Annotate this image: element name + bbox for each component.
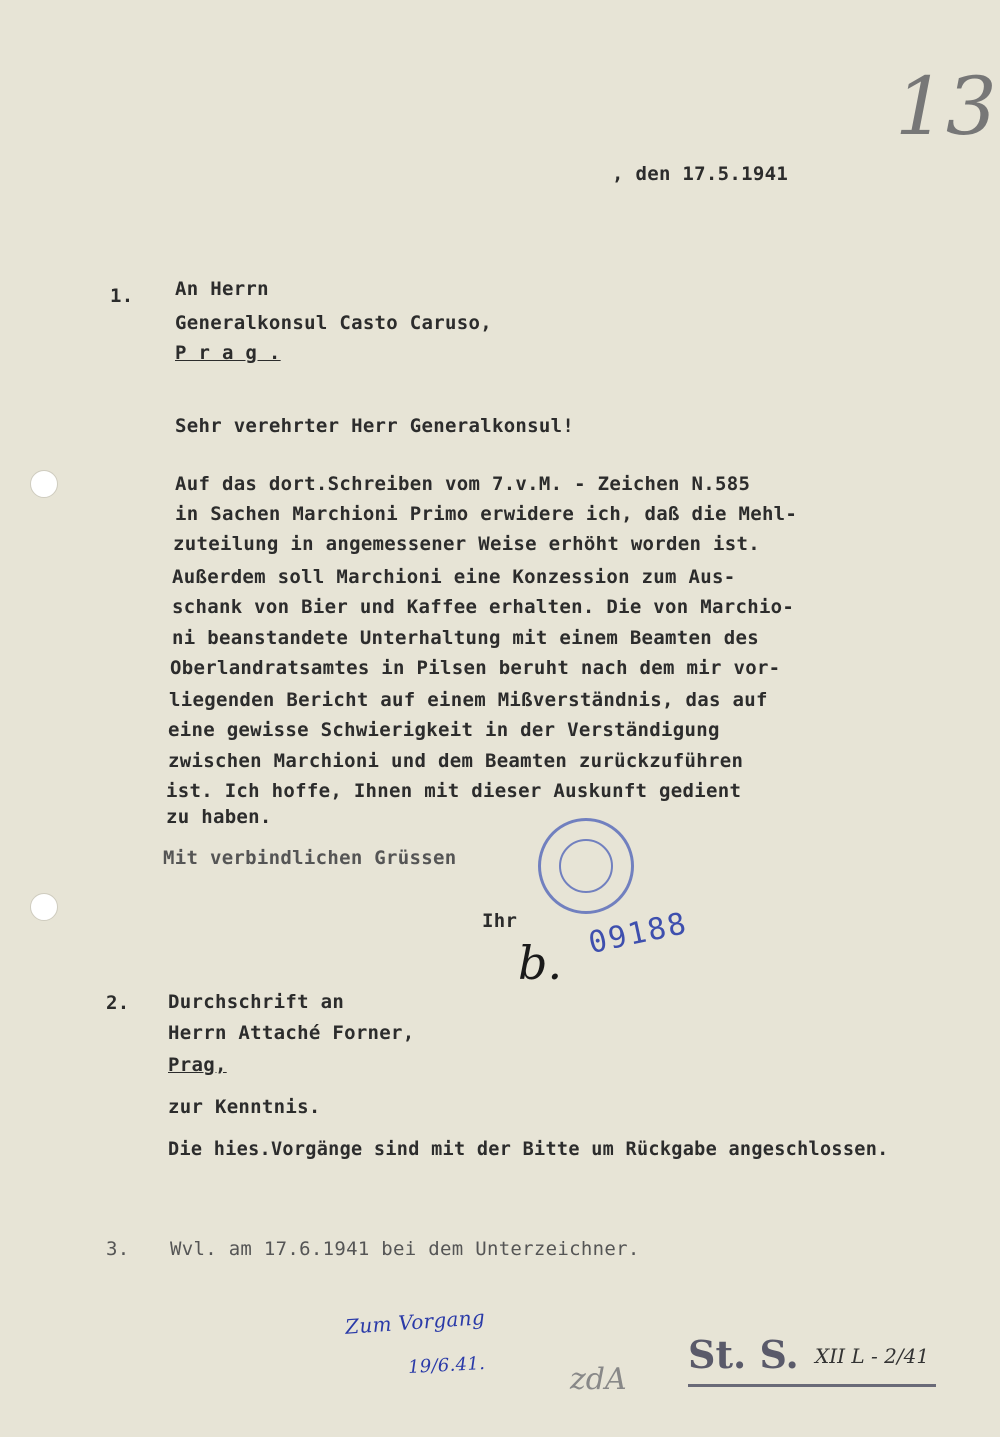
copy-line1: Durchschrift an: [168, 991, 345, 1013]
salutation: Sehr verehrter Herr Generalkonsul!: [175, 415, 575, 437]
body-line: Oberlandratsamtes in Pilsen beruht nach dem mir vor-: [170, 657, 781, 679]
body-line: zu haben.: [166, 806, 272, 828]
folio-mark: 13: [895, 60, 997, 153]
handwritten-note-line1: Zum Vorgang: [344, 1305, 486, 1339]
body-line: in Sachen Marchioni Primo erwidere ich, daß die Mehl-: [175, 503, 798, 525]
body-line: zuteilung in angemessener Weise erhöht worden ist.: [173, 533, 760, 555]
registry-stamp: St. S.: [688, 1332, 799, 1377]
body-line: liegenden Bericht auf einem Mißverständnis, das auf: [169, 689, 768, 711]
signature: b.: [518, 936, 563, 990]
copy-line5: Die hies.Vorgänge sind mit der Bitte um Rückgabe angeschlossen.: [168, 1139, 889, 1160]
registry-stamp-tail: XII L - 2/41: [815, 1344, 930, 1368]
resubmission-line: Wvl. am 17.6.1941 bei dem Unterzeichner.: [170, 1238, 640, 1260]
punch-hole: [30, 893, 58, 921]
date-line: , den 17.5.1941: [612, 163, 789, 185]
closing: Mit verbindlichen Grüssen: [163, 847, 457, 869]
copy-line4: zur Kenntnis.: [168, 1096, 321, 1118]
body-line: Auf das dort.Schreiben vom 7.v.M. - Zeichen N.585: [175, 473, 751, 495]
punch-hole: [30, 470, 58, 498]
body-line: schank von Bier und Kaffee erhalten. Die von Marchio-: [172, 596, 795, 618]
item-number-2: 2.: [106, 992, 130, 1014]
copy-line2: Herrn Attaché Forner,: [168, 1022, 415, 1044]
addressee-line2: Generalkonsul Casto Caruso,: [175, 312, 492, 334]
addressee-line1: An Herrn: [175, 278, 269, 300]
closing-ihr: Ihr: [482, 910, 518, 932]
body-line: zwischen Marchioni und dem Beamten zurückzuführen: [168, 750, 744, 772]
body-line: ist. Ich hoffe, Ihnen mit dieser Auskunft gedient: [166, 780, 742, 802]
item-number-3: 3.: [106, 1238, 130, 1260]
round-seal-stamp: [538, 818, 634, 914]
body-line: ni beanstandete Unterhaltung mit einem Beamten des: [172, 627, 759, 649]
handwritten-note-line2: 19/6.41.: [407, 1352, 486, 1379]
item-number-1: 1.: [110, 285, 134, 307]
addressee-city: P r a g .: [175, 342, 281, 364]
stamp-number: 09188: [585, 905, 691, 962]
copy-city: Prag,: [168, 1054, 227, 1076]
body-line: Außerdem soll Marchioni eine Konzession zum Aus-: [172, 566, 736, 588]
registry-underline: [688, 1384, 936, 1387]
body-line: eine gewisse Schwierigkeit in der Verständigung: [168, 719, 720, 741]
pencil-mark: zdA: [570, 1362, 627, 1397]
